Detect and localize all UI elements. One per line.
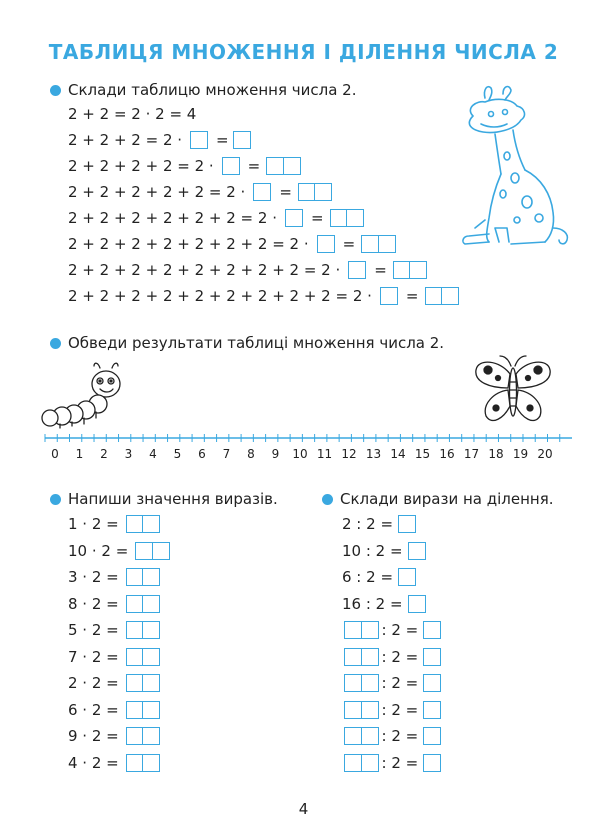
- task1-row: [68, 234, 396, 254]
- equals-sign: =: [216, 131, 229, 149]
- answer-box: [126, 754, 161, 772]
- task4-blank-row: [342, 700, 441, 720]
- page-title: ТАБЛИЦЯ МНОЖЕННЯ І ДІЛЕННЯ ЧИСЛА 2: [48, 40, 559, 64]
- answer-box-tens[interactable]: [425, 287, 443, 305]
- dividend-box: [344, 674, 379, 692]
- number-line-label[interactable]: 9: [271, 447, 280, 461]
- answer-box: [126, 648, 161, 666]
- answer-box: [393, 261, 428, 279]
- dividend-box: [344, 754, 379, 772]
- factor-box[interactable]: [190, 131, 208, 149]
- expression: 4 · 2 =: [68, 753, 119, 772]
- answer-box: [126, 595, 161, 613]
- answer-box-ones[interactable]: [142, 754, 160, 772]
- equals-sign: =: [405, 287, 419, 305]
- answer-box: [126, 568, 161, 586]
- number-line-label[interactable]: 20: [537, 447, 553, 461]
- answer-box: [126, 674, 161, 692]
- caterpillar-illustration: [40, 360, 130, 432]
- expression: 2 + 2 + 2 = 2 ·: [68, 131, 183, 149]
- task4-blank-row: [342, 647, 441, 667]
- expression: : 2 =: [381, 700, 419, 719]
- task3-row: [68, 567, 160, 587]
- factor-box[interactable]: [380, 287, 398, 305]
- answer-box: [126, 701, 161, 719]
- answer-box[interactable]: [408, 595, 426, 613]
- number-line-label[interactable]: 6: [198, 447, 206, 461]
- answer-box-ones[interactable]: [378, 235, 396, 253]
- answer-box: [425, 287, 460, 305]
- task1-bullet: [50, 85, 61, 96]
- equals-sign: =: [247, 157, 261, 175]
- answer-box[interactable]: [398, 515, 416, 533]
- answer-box-tens[interactable]: [126, 701, 144, 719]
- equals-sign: =: [279, 183, 292, 201]
- task3-instruction: Напиши значення виразів.: [68, 490, 278, 508]
- task3-row: [68, 514, 160, 534]
- task3-row: [68, 753, 160, 773]
- expression: 2 + 2 + 2 + 2 + 2 = 2 ·: [68, 183, 246, 201]
- dividend-box-tens[interactable]: [344, 754, 362, 772]
- number-line-label[interactable]: 18: [488, 447, 504, 461]
- answer-box-tens[interactable]: [126, 515, 144, 533]
- expression: 2 + 2 + 2 + 2 + 2 + 2 = 2 ·: [68, 209, 277, 227]
- dividend-box-ones[interactable]: [361, 621, 379, 639]
- expression: 2 + 2 + 2 + 2 + 2 + 2 + 2 + 2 + 2 = 2 ·: [68, 287, 372, 305]
- answer-box-tens[interactable]: [126, 595, 144, 613]
- expression: 3 · 2 =: [68, 568, 119, 586]
- answer-box-tens[interactable]: [298, 183, 316, 201]
- dividend-box: [344, 701, 379, 719]
- task4-bullet: [322, 494, 333, 505]
- dividend-box-ones[interactable]: [361, 727, 379, 745]
- answer-box: [298, 183, 333, 201]
- answer-box: [135, 542, 170, 560]
- task4-instruction: Склади вирази на ділення.: [340, 490, 554, 508]
- dividend-box-tens[interactable]: [344, 727, 362, 745]
- task2-bullet: [50, 338, 61, 349]
- dividend-box-tens[interactable]: [344, 621, 362, 639]
- answer-box: [266, 157, 301, 175]
- number-line-label[interactable]: 1: [75, 447, 84, 461]
- answer-box: [126, 621, 161, 639]
- expression: 8 · 2 =: [68, 594, 119, 613]
- task1-first-row: [68, 104, 196, 124]
- answer-box-ones[interactable]: [441, 287, 459, 305]
- dividend-box-ones[interactable]: [361, 701, 379, 719]
- expression: 2 + 2 + 2 + 2 = 2 ·: [68, 157, 214, 175]
- number-line-label[interactable]: 0: [51, 447, 59, 461]
- equals-sign: =: [310, 209, 324, 227]
- expression: : 2 =: [381, 621, 419, 639]
- answer-box[interactable]: [423, 701, 441, 719]
- answer-box[interactable]: [423, 727, 441, 745]
- expression: 7 · 2 =: [68, 647, 119, 666]
- answer-box-ones[interactable]: [152, 542, 170, 560]
- dividend-box-ones[interactable]: [361, 648, 379, 666]
- expression: : 2 =: [381, 674, 419, 692]
- expression: 5 · 2 =: [68, 621, 119, 639]
- expression: 2 + 2 + 2 + 2 + 2 + 2 + 2 = 2 ·: [68, 235, 309, 253]
- answer-box: [361, 235, 396, 253]
- task1-row: [68, 286, 459, 306]
- factor-box[interactable]: [317, 235, 335, 253]
- expression: 16 : 2 =: [342, 594, 403, 613]
- page-number: 4: [298, 800, 309, 818]
- expression: 1 · 2 =: [68, 515, 119, 533]
- answer-box-ones[interactable]: [142, 568, 160, 586]
- factor-box[interactable]: [222, 157, 240, 175]
- answer-box[interactable]: [408, 542, 426, 560]
- task4-blank-row: [342, 753, 441, 773]
- number-line-label[interactable]: 7: [222, 447, 231, 461]
- number-line: [40, 425, 580, 465]
- answer-box: [126, 727, 161, 745]
- task4-row: [342, 567, 416, 587]
- answer-box-tens[interactable]: [126, 727, 144, 745]
- answer-box-ones[interactable]: [409, 261, 427, 279]
- answer-box-tens[interactable]: [135, 542, 153, 560]
- task3-row: [68, 620, 160, 640]
- task1-row: [68, 130, 251, 150]
- number-line-label[interactable]: 13: [365, 447, 382, 461]
- answer-box-tens[interactable]: [126, 568, 144, 586]
- answer-box-ones[interactable]: [314, 183, 332, 201]
- task4-row: [342, 514, 416, 534]
- factor-box[interactable]: [253, 183, 271, 201]
- expression: 2 · 2 =: [68, 674, 119, 692]
- expression: 2 : 2 =: [342, 515, 394, 533]
- number-line-label[interactable]: 10: [292, 447, 308, 461]
- answer-box-tens[interactable]: [361, 235, 379, 253]
- task4-blank-row: [342, 673, 441, 693]
- answer-box-tens[interactable]: [266, 157, 284, 175]
- answer-box-ones[interactable]: [142, 648, 160, 666]
- expression: 2 + 2 + 2 + 2 + 2 + 2 + 2 + 2 = 2 ·: [68, 261, 341, 279]
- answer-box-tens[interactable]: [126, 754, 144, 772]
- expression: 6 · 2 =: [68, 700, 119, 719]
- task1-row: [68, 208, 364, 228]
- number-line-label[interactable]: 8: [247, 447, 255, 461]
- answer-box-tens[interactable]: [393, 261, 411, 279]
- answer-box: [330, 209, 365, 227]
- task3-row: [68, 673, 160, 693]
- number-line-label[interactable]: 11: [316, 447, 333, 461]
- expression: 2 + 2 = 2 · 2 = 4: [68, 105, 197, 123]
- number-line-label[interactable]: 17: [463, 447, 480, 461]
- number-line-label[interactable]: 4: [149, 447, 157, 461]
- dividend-box-ones[interactable]: [361, 754, 379, 772]
- answer-box-ones[interactable]: [142, 515, 160, 533]
- butterfly-illustration: [470, 352, 556, 432]
- expression: : 2 =: [381, 727, 419, 745]
- number-line-label[interactable]: 3: [124, 447, 133, 461]
- equals-sign: =: [374, 261, 387, 279]
- dividend-box-ones[interactable]: [361, 674, 379, 692]
- answer-box-tens[interactable]: [126, 621, 144, 639]
- task3-row: [68, 594, 160, 614]
- dividend-box-tens[interactable]: [344, 674, 362, 692]
- task2-instruction: Обведи результати таблиці множення числа 2.: [68, 334, 445, 352]
- answer-box-ones[interactable]: [142, 727, 160, 745]
- task4-blank-row: [342, 726, 441, 746]
- dividend-box: [344, 621, 379, 639]
- number-line-label[interactable]: 16: [439, 447, 455, 461]
- dividend-box: [344, 648, 379, 666]
- expression: 6 : 2 =: [342, 568, 394, 586]
- expression: 10 · 2 =: [68, 541, 129, 560]
- number-line-label[interactable]: 12: [341, 447, 357, 461]
- dividend-box-tens[interactable]: [344, 648, 362, 666]
- factor-box[interactable]: [285, 209, 303, 227]
- dividend-box-tens[interactable]: [344, 701, 362, 719]
- equals-sign: =: [342, 235, 356, 253]
- number-line-label[interactable]: 14: [390, 447, 406, 461]
- task3-row: [68, 541, 170, 561]
- number-line-label[interactable]: 19: [512, 447, 529, 461]
- task1-row: [68, 182, 332, 202]
- answer-box[interactable]: [398, 568, 416, 586]
- task1-row: [68, 260, 427, 280]
- task3-row: [68, 700, 160, 720]
- task3-row: [68, 647, 160, 667]
- expression: 9 · 2 =: [68, 727, 119, 745]
- task3-row: [68, 726, 160, 746]
- answer-box-tens[interactable]: [126, 674, 144, 692]
- answer-box[interactable]: [423, 621, 441, 639]
- number-line-label[interactable]: 15: [414, 447, 431, 461]
- answer-box[interactable]: [423, 754, 441, 772]
- task4-row: [342, 594, 426, 614]
- task4-row: [342, 541, 426, 561]
- number-line-label[interactable]: 2: [100, 447, 108, 461]
- answer-box[interactable]: [423, 674, 441, 692]
- dividend-box: [344, 727, 379, 745]
- answer-box-tens[interactable]: [330, 209, 348, 227]
- task1-instruction: Склади таблицю множення числа 2.: [68, 81, 357, 99]
- answer-box-ones[interactable]: [346, 209, 364, 227]
- answer-box: [126, 515, 161, 533]
- answer-box[interactable]: [423, 648, 441, 666]
- factor-box[interactable]: [348, 261, 366, 279]
- giraffe-illustration: [455, 78, 575, 258]
- expression: : 2 =: [381, 647, 419, 666]
- answer-box-ones[interactable]: [283, 157, 301, 175]
- answer-box-tens[interactable]: [126, 648, 144, 666]
- task1-row: [68, 156, 301, 176]
- answer-box-ones[interactable]: [142, 701, 160, 719]
- answer-box-ones[interactable]: [142, 674, 160, 692]
- answer-box-ones[interactable]: [142, 621, 160, 639]
- answer-box-ones[interactable]: [142, 595, 160, 613]
- expression: 10 : 2 =: [342, 541, 403, 560]
- answer-box[interactable]: [233, 131, 251, 149]
- expression: : 2 =: [381, 753, 419, 772]
- task4-blank-row: [342, 620, 441, 640]
- number-line-label[interactable]: 5: [173, 447, 182, 461]
- task3-bullet: [50, 494, 61, 505]
